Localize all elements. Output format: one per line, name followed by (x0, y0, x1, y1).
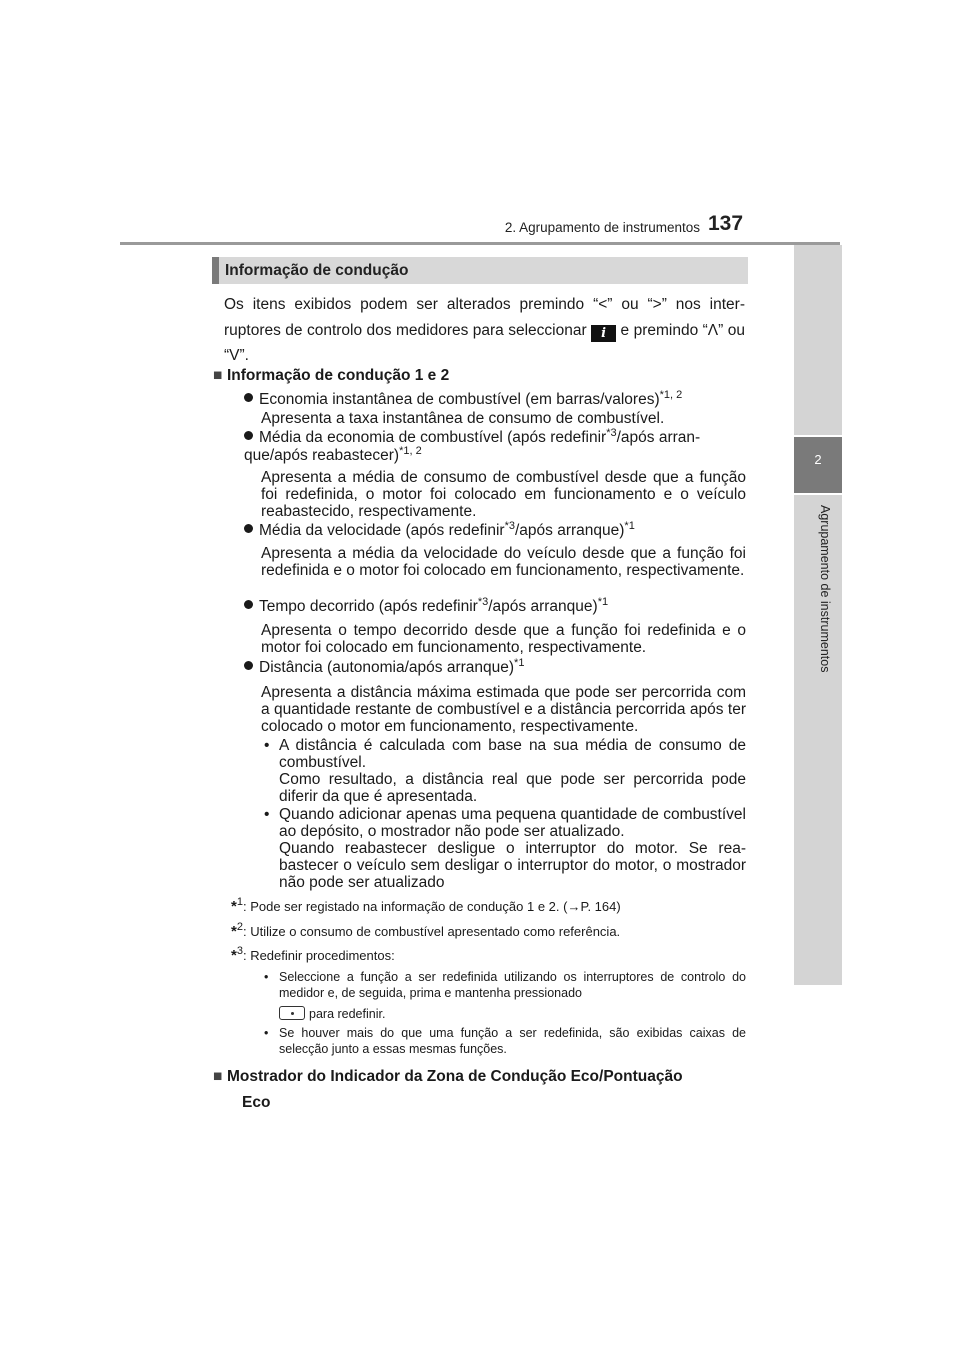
footnote-bullet (264, 1026, 746, 1057)
footnote-star: * (399, 445, 404, 457)
intro-text-part1: Os itens exibidos podem ser alterados premindo “<” ou “>” nos interruptores de controlo dos medidores para seleccionar (224, 296, 745, 339)
footnote-ref: 1 (601, 596, 609, 608)
footnote-star: * (606, 427, 611, 439)
info-icon: i (591, 325, 616, 342)
item-instant-economy (244, 391, 749, 408)
item-title: Média da economia de combustível (após redefinir (259, 429, 607, 446)
footnote-star: * (231, 923, 237, 940)
footnote-mark: 1 (236, 896, 243, 908)
footnote-3 (231, 945, 746, 964)
middot-marker: • (264, 970, 269, 984)
footnote-2 (231, 921, 746, 940)
footnote-1 (231, 896, 746, 915)
footnote-star: * (624, 520, 629, 532)
middot-marker: • (264, 737, 270, 754)
sub-note (264, 806, 746, 891)
footnote-bullet-text: Seleccione a função a ser redefinida utilizando os interruptores de controlo do medidor e, de seguida, prima e mantenha pressionado (279, 970, 746, 1000)
footnote-mark: 2 (236, 921, 243, 933)
footnote-star: * (659, 389, 664, 401)
item-elapsed-time (244, 598, 749, 615)
item-description: Apresenta o tempo decorrido desde que a função foi redefinida e o motor foi colocado em funcionamento, respectivamente. (261, 622, 746, 656)
footnote-ref: 1, 2 (663, 389, 683, 401)
item-title-cont: /após arranque/após reabastecer) (244, 429, 701, 464)
subheading-text-cont: Eco (242, 1094, 271, 1111)
square-marker: ■ (213, 367, 223, 384)
footnote-ref: 1 (518, 657, 525, 669)
item-title: Média da velocidade (após redefinir (259, 522, 505, 539)
bullet-dot (244, 600, 253, 609)
bullet-dot (244, 524, 253, 533)
subheading-driving-info (213, 367, 449, 385)
footnote-star: * (231, 898, 237, 915)
sub-note-text: A distância é calculada com base na sua média de consumo de combustível. (279, 737, 746, 771)
header-rule (120, 242, 840, 245)
footnote-text: : Utilize o consumo de combustível apresentado como referência. (242, 924, 621, 939)
footnote-ref: 1 (628, 520, 635, 532)
bullet-dot (244, 661, 253, 670)
subheading-eco-zone (213, 1064, 683, 1116)
middot-marker: • (264, 806, 270, 823)
square-marker: ■ (213, 1068, 223, 1085)
item-description: Apresenta a média de consumo de combustível desde que a função foi redefinida, o motor foi colocado em funcionamento e o veículo reabastecido, respectivamente. (261, 469, 746, 520)
sub-note-text: Quando reabastecer desligue o interruptor do motor. Se reabastecer o veículo sem desligar o interruptor do motor, o mostrador não pode ser atualizado (279, 840, 746, 891)
footnote-star: * (477, 596, 483, 608)
footnote-star: * (597, 596, 602, 608)
bullet-dot (244, 431, 253, 440)
footnote-bullet-text: Se houver mais do que uma função a ser redefinida, são exibidas caixas de selecção junto a essas mesmas funções. (279, 1026, 746, 1056)
sub-note (264, 737, 746, 805)
intro-text-part2: e premindo “Λ” ou “V”. (224, 321, 745, 364)
item-description: Apresenta a taxa instantânea de consumo de combustível. (261, 410, 665, 427)
footnote-text: : Pode ser registado na informação de condução 1 e 2. (→P. 164) (242, 899, 621, 914)
chapter-label: Agrupamento de instrumentos (818, 505, 832, 673)
footnote-ref: 3 (482, 596, 489, 608)
intro-paragraph (224, 292, 745, 369)
subheading-text: Mostrador do Indicador da Zona de Condução Eco/Pontuação (227, 1068, 683, 1085)
bullet-dot (244, 393, 253, 402)
side-tab-upper (794, 245, 842, 435)
sub-note-text: Como resultado, a distância real que pode ser percorrida pode diferir da que é apresentada. (279, 771, 746, 805)
item-distance (244, 659, 749, 676)
item-description: Apresenta a distância máxima estimada que pode ser percorrida com a quantidade restante de combustível e a distância percorrida após ter colocado o motor em funcionamento, respectivamente. (261, 684, 746, 735)
footnote-mark: 3 (236, 945, 243, 957)
item-title-cont: /após arranque) (514, 522, 625, 539)
ok-button-icon (279, 1006, 305, 1020)
item-title: Tempo decorrido (após redefinir (259, 598, 478, 615)
section-title: Informação de condução (225, 262, 409, 279)
chapter-number: 2 (814, 452, 822, 467)
footnote-star: * (514, 657, 519, 669)
footnote-ref: 1, 2 (403, 445, 422, 457)
item-average-speed (244, 522, 749, 539)
footnote-bullet (264, 970, 746, 1023)
footnote-text: : Redefinir procedimentos: (242, 948, 395, 963)
item-title: Distância (autonomia/após arranque) (259, 659, 515, 676)
item-description: Apresenta a média da velocidade do veículo desde que a função foi redefinida e o motor foi colocado em funcionamento, respectivamente. (261, 545, 746, 579)
footnote-star: * (504, 520, 509, 532)
running-header-section: 2. Agrupamento de instrumentos (504, 220, 700, 235)
footnote-ref: 3 (508, 520, 515, 532)
item-title-cont: /após arranque) (488, 598, 598, 615)
subheading-text: Informação de condução 1 e 2 (227, 367, 450, 384)
footnote-bullet-text-cont (279, 1006, 746, 1023)
page-number: 137 (708, 212, 744, 235)
footnote-bullet-text: para redefinir. (309, 1007, 386, 1021)
item-average-economy (244, 429, 749, 465)
footnote-ref: 3 (610, 427, 617, 439)
footnote-star: * (231, 947, 237, 964)
middot-marker: • (264, 1026, 269, 1040)
item-title: Economia instantânea de combustível (em barras/valores) (259, 391, 660, 408)
sub-note-text: Quando adicionar apenas uma pequena quantidade de combustível ao depósito, o mostrador não pode ser atualizado. (279, 806, 746, 840)
